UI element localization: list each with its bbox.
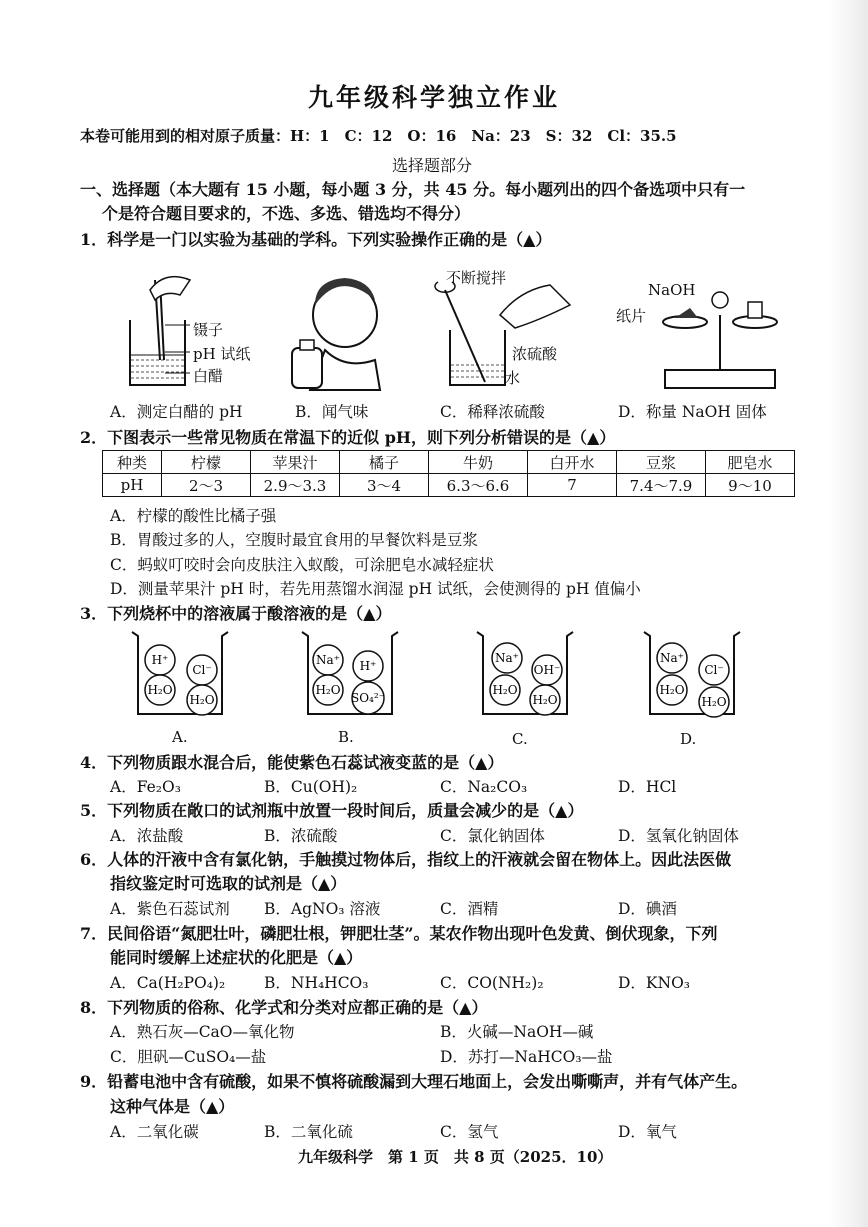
q5-option-a[interactable]: A．浓盐酸 [110,827,184,845]
ion: OH⁻ [533,663,561,677]
label-water: 水 [505,369,521,387]
part-instructions-line1: 一、选择题（本大题有 15 小题，每小题 3 分，共 45 分。每小题列出的四个备选项中只有一 [80,180,746,199]
q9-option-a[interactable]: A．二氧化碳 [110,1123,199,1141]
q8-option-b[interactable]: B．火碱—NaOH—碱 [440,1023,594,1041]
ion: H₂O [189,693,215,707]
ion: Na⁺ [660,651,684,665]
q2-option-c[interactable]: C．蚂蚁叮咬时会向皮肤注入蚁酸，可涂肥皂水减轻症状 [110,556,494,574]
table-cell: 2.9～3.3 [251,474,340,497]
ion: SO₄²⁻ [350,691,386,705]
table-header-row [103,451,795,474]
ion: H⁺ [151,653,169,667]
q9-option-d[interactable]: D．氧气 [618,1123,677,1141]
ion: H⁺ [359,659,377,673]
q4-option-a[interactable]: A．Fe₂O₃ [110,778,181,796]
label-acid: 浓硫酸 [512,345,558,363]
table-cell: 种类 [103,451,162,474]
ion: Cl⁻ [192,663,212,677]
beaker-a [132,632,228,715]
q6-option-c[interactable]: C．酒精 [440,900,499,918]
ion: H₂O [147,683,173,697]
table-cell: 肥皂水 [706,451,795,474]
part-instructions-line2: 个是符合题目要求的，不选、多选、错选均不得分） [102,204,471,223]
q4-option-d[interactable]: D．HCl [618,778,677,796]
table-cell: 2～3 [162,474,251,497]
q7-option-a[interactable]: A．Ca(H₂PO₄)₂ [110,974,226,992]
label-tweezers: 镊子 [193,321,224,339]
table-cell: 3～4 [340,474,429,497]
ion: Na⁺ [495,651,519,665]
q9-option-b[interactable]: B．二氧化硫 [264,1123,353,1141]
beaker-b [302,632,398,714]
q6-option-a[interactable]: A．紫色石蕊试剂 [110,900,230,918]
table-cell: 白开水 [528,451,617,474]
q5-option-b[interactable]: B．浓硫酸 [264,827,338,845]
q3-option-b[interactable]: B. [338,728,354,746]
table-cell: 豆浆 [617,451,706,474]
q6-stem-line1: 6．人体的汗液中含有氯化钠，手触摸过物体后，指纹上的汗液就会留在物体上。因此法医做 [80,850,732,869]
atomic-masses: 本卷可能用到的相对原子质量：H：1 C：12 O：16 Na：23 S：32 Cl：35.5 [80,127,677,145]
q4-option-c[interactable]: C．Na₂CO₃ [440,778,528,796]
table-cell: 苹果汁 [251,451,340,474]
table-cell: 牛奶 [429,451,528,474]
figure-c-dilution [435,282,570,385]
q7-option-b[interactable]: B．NH₄HCO₃ [264,974,369,992]
table-cell: 9～10 [706,474,795,497]
ion: H₂O [315,683,341,697]
beaker-c [477,632,573,715]
q1-option-b[interactable]: B．闻气味 [295,403,369,421]
ion: Na⁺ [316,653,340,667]
q2-option-a[interactable]: A．柠檬的酸性比橘子强 [110,507,277,525]
ion: Cl⁻ [704,663,724,677]
q7-stem-line1: 7．民间俗语“氮肥壮叶，磷肥壮根，钾肥壮茎”。某农作物出现叶色发黄、倒伏现象，下列 [80,924,718,943]
figure-d-balance [663,292,777,388]
section-heading: 选择题部分 [392,156,473,175]
q8-option-a[interactable]: A．熟石灰—CaO—氧化物 [110,1023,295,1041]
q7-option-d[interactable]: D．KNO₃ [618,974,690,992]
q2-option-b[interactable]: B．胃酸过多的人，空腹时最宜食用的早餐饮料是豆浆 [110,531,478,549]
label-vinegar: 白醋 [193,367,224,385]
label-naoh: NaOH [648,281,696,299]
q7-option-c[interactable]: C．CO(NH₂)₂ [440,974,544,992]
q5-stem: 5．下列物质在敞口的试剂瓶中放置一段时间后，质量会减少的是（▲） [80,801,584,820]
q1-option-d[interactable]: D．称量 NaOH 固体 [618,403,767,421]
q3-stem: 3．下列烧杯中的溶液属于酸溶液的是（▲） [80,604,392,623]
ion: H₂O [532,693,558,707]
q1-option-a[interactable]: A．测定白醋的 pH [110,403,243,421]
label-stir: 不断搅拌 [446,269,507,287]
q8-option-c[interactable]: C．胆矾—CuSO₄—盐 [110,1048,267,1066]
figure-a-ph-test [130,277,190,385]
q9-stem-line1: 9．铅蓄电池中含有硫酸，如果不慎将硫酸漏到大理石地面上，会发出嘶嘶声，并有气体产生。 [80,1072,748,1091]
q4-stem: 4．下列物质跟水混合后，能使紫色石蕊试液变蓝的是（▲） [80,753,504,772]
figure-b-smelling [292,278,380,390]
ph-table [102,450,795,497]
q9-option-c[interactable]: C．氢气 [440,1123,499,1141]
table-cell: pH [103,474,162,497]
page-edge-shadow [828,0,868,1227]
ion: H₂O [659,683,685,697]
q7-stem-line2: 能同时缓解上述症状的化肥是（▲） [110,948,363,967]
q9-stem-line2: 这种气体是（▲） [110,1097,235,1116]
q1-option-c[interactable]: C．稀释浓硫酸 [440,403,545,421]
q6-stem-line2: 指纹鉴定时可选取的试剂是（▲） [110,874,347,893]
ion: H₂O [492,683,518,697]
q3-option-a[interactable]: A. [172,728,188,746]
page-title: 九年级科学独立作业 [307,83,560,112]
q2-stem: 2．下图表示一些常见物质在常温下的近似 pH，则下列分析错误的是（▲） [80,428,616,447]
ion: H₂O [701,695,727,709]
q6-option-b[interactable]: B．AgNO₃ 溶液 [264,900,381,918]
q8-option-d[interactable]: D．苏打—NaHCO₃—盐 [440,1048,613,1066]
table-cell: 橘子 [340,451,429,474]
q3-option-c[interactable]: C. [512,730,528,748]
q1-stem: 1．科学是一门以实验为基础的学科。下列实验操作正确的是（▲） [80,230,552,249]
q5-option-d[interactable]: D．氢氧化钠固体 [618,827,739,845]
beaker-d [644,632,740,717]
table-cell: 7.4～7.9 [617,474,706,497]
q2-option-d[interactable]: D．测量苹果汁 pH 时，若先用蒸馏水润湿 pH 试纸，会使测得的 pH 值偏小 [110,580,641,598]
q8-stem: 8．下列物质的俗称、化学式和分类对应都正确的是（▲） [80,998,488,1017]
q6-option-d[interactable]: D．碘酒 [618,900,677,918]
table-cell: 6.3～6.6 [429,474,528,497]
table-row [103,474,795,497]
page-footer: 九年级科学 第 1 页 共 8 页（2025．10） [298,1148,613,1166]
label-paper: 纸片 [616,307,647,325]
q4-option-b[interactable]: B．Cu(OH)₂ [264,778,358,796]
label-ph-paper: pH 试纸 [193,345,251,363]
q3-beakers [130,628,760,723]
table-cell: 7 [528,474,617,497]
table-cell: 柠檬 [162,451,251,474]
q5-option-c[interactable]: C．氯化钠固体 [440,827,545,845]
q3-option-d[interactable]: D. [680,730,697,748]
